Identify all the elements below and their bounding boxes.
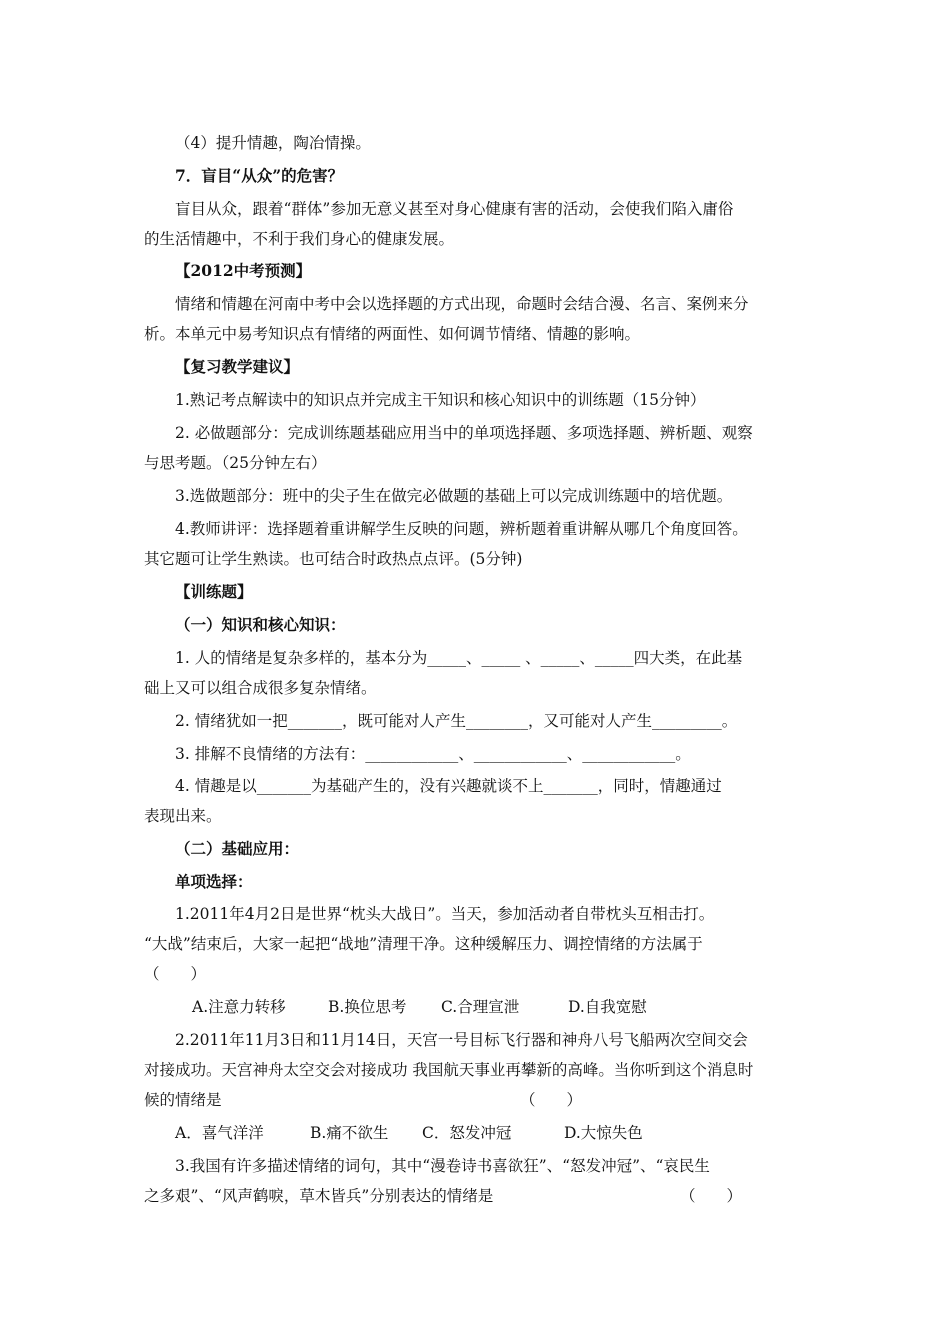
text-line: 对接成功。天宫神舟太空交会对接成功 我国航天事业再攀新的高峰。当你听到这个消息时 [144,1061,754,1079]
text-line: 之多艰”、“风声鹤唳，草木皆兵”分别表达的情绪是 [144,1187,494,1205]
text-line: 1. 人的情绪是复杂多样的，基本分为_____、_____ 、_____、_____四大类，在此基 [175,649,743,667]
option-d: D.大惊失色 [564,1124,643,1142]
text-line: 3.我国有许多描述情绪的词句，其中“漫卷诗书喜欲狂”、“怒发冲冠”、“哀民生 [175,1157,710,1175]
subsection-heading: 单项选择： [175,872,253,891]
text-line: 2.2011年11月3日和11月14日，天宫一号目标飞行器和神舟八号飞船两次空间交会 [175,1031,748,1049]
text-line: 析。本单元中易考知识点有情绪的两面性、如何调节情绪、情趣的影响。 [144,325,641,343]
text-line: 表现出来。 [144,807,222,825]
text-line: 与思考题。（25分钟左右） [144,454,327,472]
text-line: 3.选做题部分：班中的尖子生在做完必做题的基础上可以完成训练题中的培优题。 [175,487,733,505]
text-line: （4）提升情趣，陶冶情操。 [175,134,371,152]
text-line: 2. 必做题部分：完成训练题基础应用当中的单项选择题、多项选择题、辨析题、观察 [175,424,753,442]
text-line: 候的情绪是 [144,1091,222,1109]
text-line: 1.2011年4月2日是世界“枕头大战日”。当天，参加活动者自带枕头互相击打。 [175,905,715,923]
option-c: C．怒发冲冠 [422,1124,512,1142]
text-line: 的生活情趣中，不利于我们身心的健康发展。 [144,230,455,248]
option-b: B.换位思考 [328,998,407,1016]
text-line: 情绪和情趣在河南中考中会以选择题的方式出现，命题时会结合漫、名言、案例来分 [175,295,749,313]
text-line: 1.熟记考点解读中的知识点并完成主干知识和核心知识中的训练题（15分钟） [175,391,706,409]
text-line: 4. 情趣是以_______为基础产生的，没有兴趣就谈不上_______，同时，情趣通过 [175,777,722,795]
subsection-heading: （一）知识和核心知识： [175,615,346,634]
question-heading: 7．盲目“从众”的危害？ [175,166,344,185]
text-line: 础上又可以组合成很多复杂情绪。 [144,679,377,697]
text-line: 盲目从众，跟着“群体”参加无意义甚至对身心健康有害的活动，会使我们陷入庸俗 [175,200,734,218]
text-line: 3. 排解不良情绪的方法有：____________、____________、____________。 [175,745,691,763]
section-heading: 【复习教学建议】 [175,357,300,376]
answer-bracket: （ ） [680,1187,743,1205]
text-line: 其它题可让学生熟读。也可结合时政热点点评。(5分钟) [144,550,523,568]
option-c: C.合理宣泄 [441,998,520,1016]
option-b: B.痛不欲生 [310,1124,389,1142]
section-heading: 【训练题】 [175,582,253,601]
text-line: 2. 情绪犹如一把_______，既可能对人产生________，又可能对人产生_________。 [175,712,738,730]
option-d: D.自我宽慰 [568,998,647,1016]
text-line: 4.教师讲评：选择题着重讲解学生反映的问题，辨析题着重讲解从哪几个角度回答。 [175,520,748,538]
text-line: “大战”结束后，大家一起把“战地”清理干净。这种缓解压力、调控情绪的方法属于 [144,935,703,953]
answer-bracket: （ ） [520,1091,583,1109]
subsection-heading: （二）基础应用： [175,839,300,858]
option-a: A．喜气洋洋 [175,1124,264,1142]
answer-bracket: （ ） [144,965,207,983]
section-heading: 【2012中考预测】 [175,261,312,280]
option-a: A.注意力转移 [192,998,286,1016]
